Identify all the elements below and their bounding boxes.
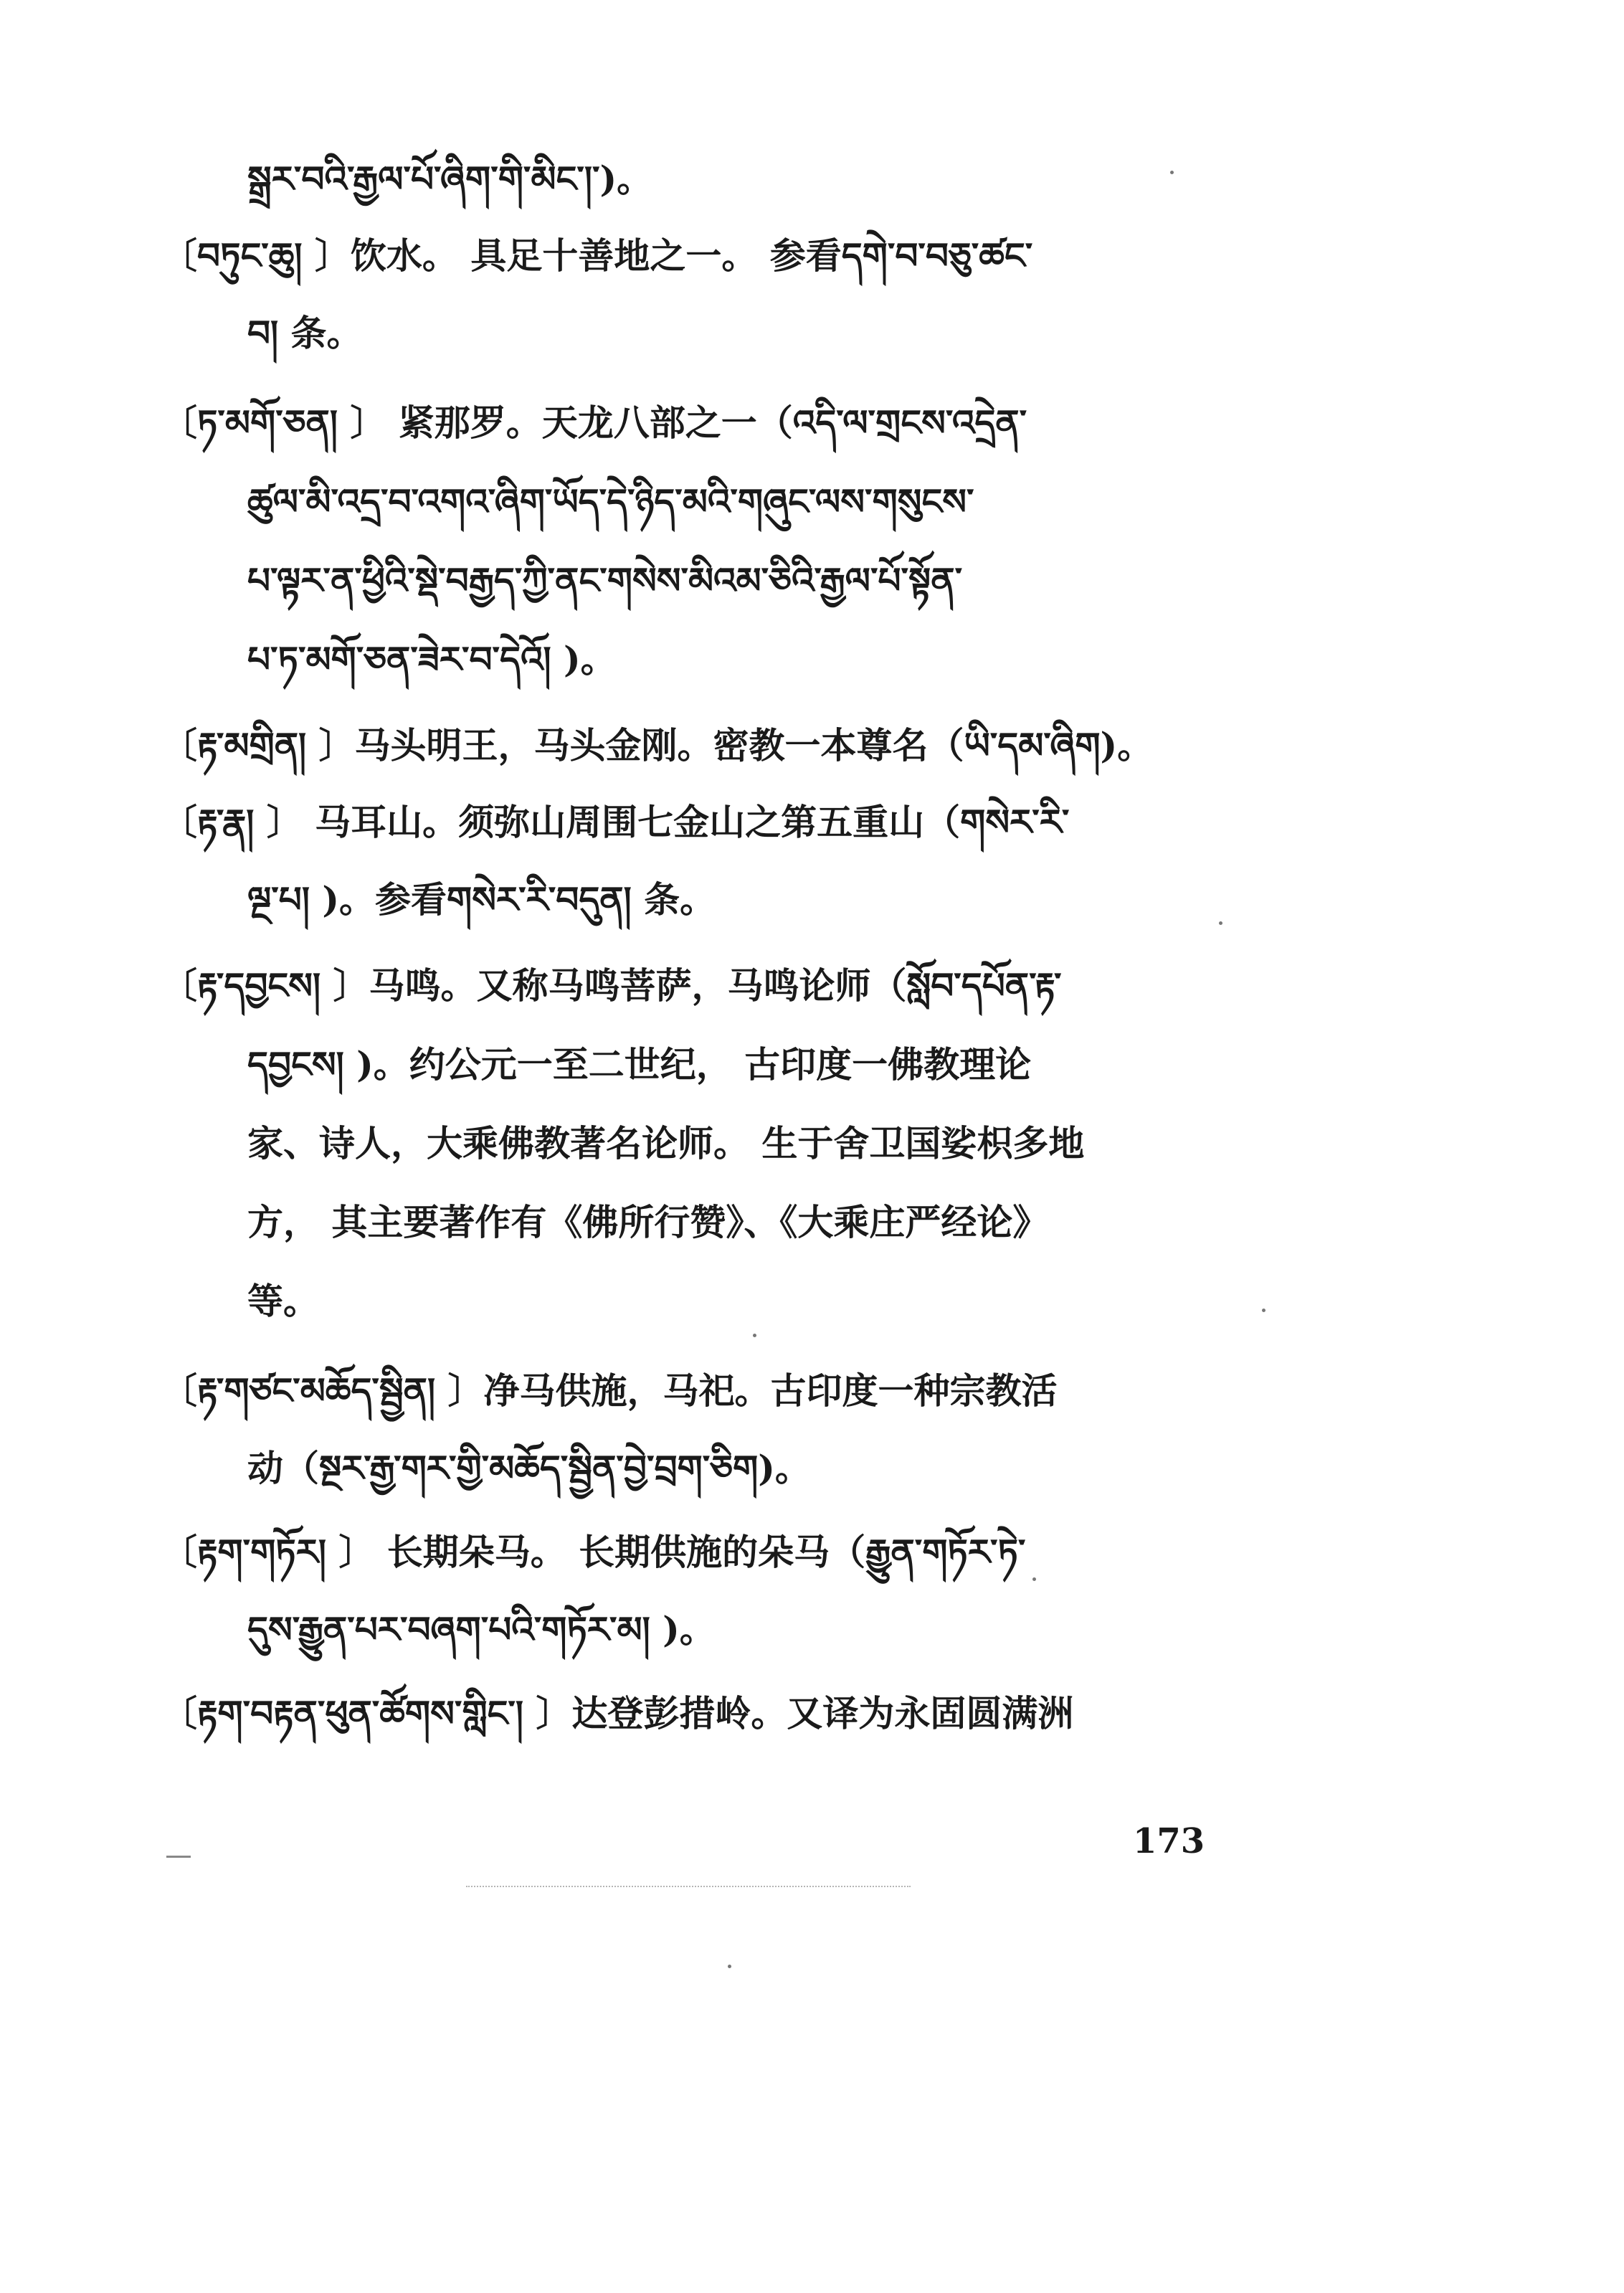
entry-line: 方， 其主要著作有《佛所行赞》、《大乘庄严经论》 — [247, 1201, 1049, 1243]
scan-speck — [1219, 921, 1222, 925]
entry-line: 〔བཏུང་ཆུ། 〕饮水。 具足十善地之一。 参看དགེ་བ་བཅུ་ཚང་ — [161, 234, 1033, 277]
entry-line: 〔རྟ་དབྱངས། 〕马鸣。又称马鸣菩萨，马鸣论师（སློབ་དཔོན་རྟ་ — [161, 964, 1062, 1007]
scan-speck — [1170, 171, 1174, 174]
entry-line: 家、诗人，大乘佛教著名论师。 生于舍卫国娑枳多地 — [247, 1122, 1085, 1164]
scan-rule — [466, 1886, 911, 1887]
entry-line: 〔རྟག་བརྟན་ཕུན་ཚོགས་གླིང་། 〕达登彭措岭。又译为永固圆满洲 — [161, 1692, 1074, 1734]
scan-speck — [753, 1334, 756, 1337]
entry-line: ཚུལ་མི་འདྲ་བ་འགའ་ཞིག་ཡོད་དེ་ཉིད་མའི་གཞུང་ལས་གསུངས་ — [247, 480, 974, 523]
entry-line: སྒྲར་བའི་རྒྱལ་པོ་ཞིག་གི་མིང་།་)。 — [247, 158, 653, 200]
entry-line: 〔ཏ་མགོ་ཅན། 〕 紧那罗。天龙八部之一（འདི་ལ་གྲངས་འདྲེན་ — [161, 402, 1027, 444]
scan-speck — [1262, 1309, 1266, 1312]
entry-line: 等。 — [247, 1280, 319, 1322]
entry-line: 〔རྟག་གཏོར། 〕 长期朵马。 长期供施的朵马（རྒྱུན་གཏོར་ཏེ་ — [161, 1531, 1026, 1573]
page-number: 173 — [1133, 1821, 1205, 1861]
entry-line: དབྱངས། )。约公元一至二世纪， 古印度一佛教理论 — [247, 1043, 1032, 1086]
entry-line: 动（སྔར་རྒྱ་གར་གྱི་མཆོད་སྦྱིན་བྱེ་བྲག་ཅིག)。 — [247, 1447, 811, 1489]
entry-line: དུས་རྒྱུན་པར་བཞག་པའི་གཏོར་མ། )。 — [247, 1608, 716, 1651]
entry-line: པ་ལྟར་ན་ཕྱིའི་སྡེ་བརྒྱད་ཀྱི་ནང་གསེས་མིའམ་ཅིའི་རྒྱལ་པོ་སྟོན་ — [247, 559, 963, 602]
entry-line: 〔རྟ་རྣ། 〕 马耳山。须弥山周围七金山之第五重山（གསེར་རི་ — [161, 801, 1070, 843]
entry-line: བ། 条。 — [247, 312, 363, 354]
entry-line: 〔རྟ་མགྲིན། 〕马头明王，马头金刚。密教一本尊名（ཡི་དམ་ཞིག)。 — [161, 724, 1154, 766]
entry-line: པ་ཏ་མགོ་ཅན་ཟེར་བ་དེའོ། )。 — [247, 638, 617, 680]
scan-speck — [1032, 1577, 1036, 1581]
scan-speck — [728, 1965, 731, 1968]
scan-mark — [166, 1856, 191, 1858]
entry-line: 〔རྟ་གཙང་མཆོད་སྦྱིན། 〕净马供施，马祀。古印度一种宗教活 — [161, 1369, 1058, 1412]
entry-line: ལྔ་པ། )。参看གསེར་རི་བདུན། 条。 — [247, 878, 716, 921]
